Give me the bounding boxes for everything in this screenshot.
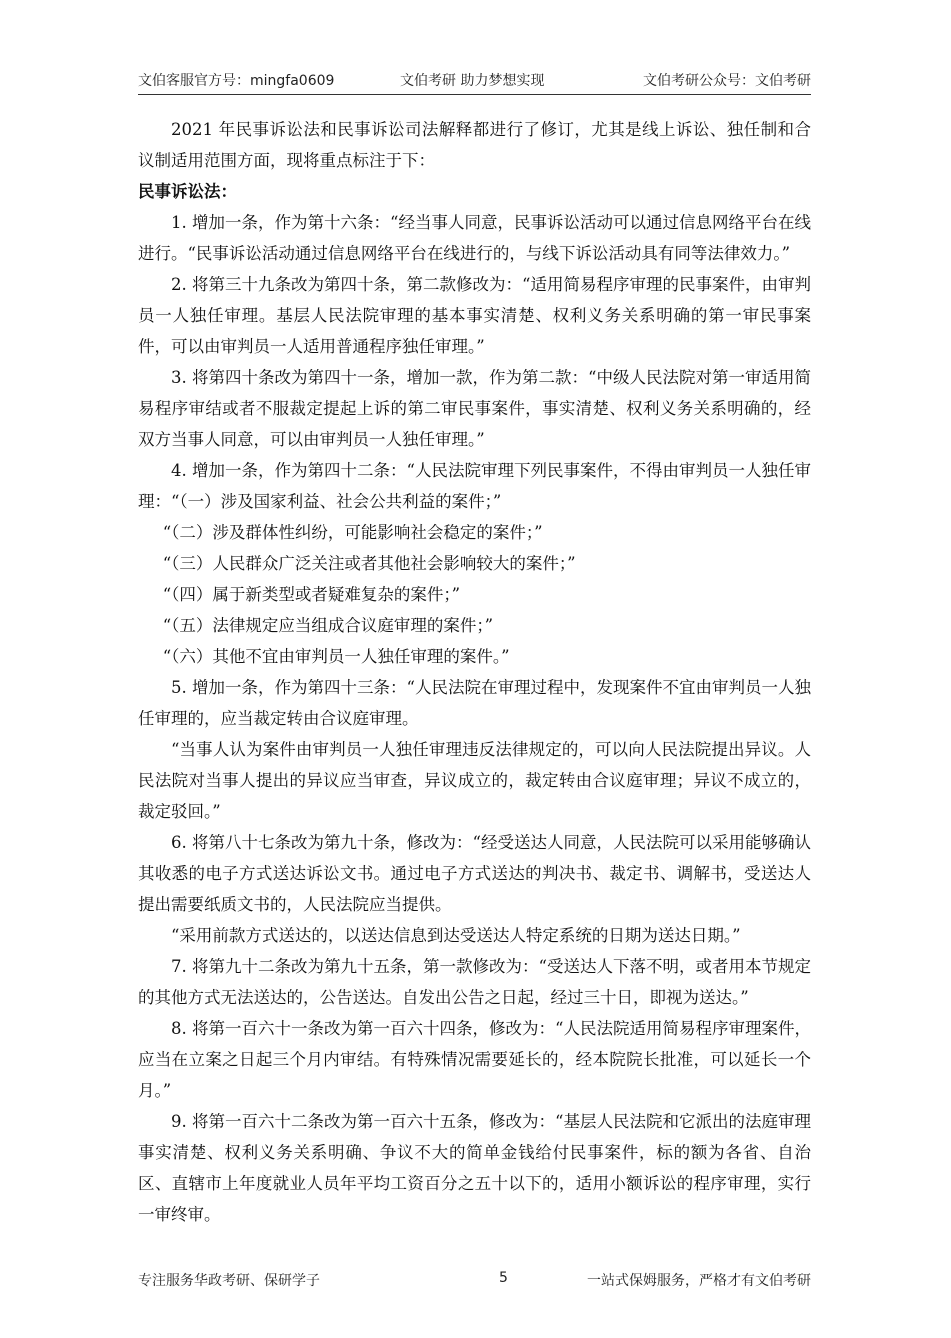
item-6-continuation: “采用前款方式送达的，以送达信息到达受送达人特定系统的日期为送达日期。” [171,926,741,945]
item-2: 2. 将第三十九条改为第四十条，第二款修改为：“适用简易程序审理的民事案件，由审判员一人独任审理。基层人民法院审理的基本事实清楚、权利义务关系明确的第一审民事案件，可以由审判员一人适用普通程序独任审理。” [138,275,811,356]
header-service-account: 文伯客服官方号：mingfa0609 [138,73,335,89]
document-body [138,114,811,1230]
page-number: 5 [499,1270,508,1286]
footer-slogan: 一站式保姆服务，严格才有文伯考研 [587,1273,811,1289]
item-4-sub-5: “（五）法律规定应当组成合议庭审理的案件；” [162,616,494,635]
item-1: 1. 增加一条，作为第十六条：“经当事人同意，民事诉讼活动可以通过信息网络平台在线进行。“民事诉讼活动通过信息网络平台在线进行的，与线下诉讼活动具有同等法律效力。” [138,213,811,263]
item-4: 4. 增加一条，作为第四十二条：“人民法院审理下列民事案件，不得由审判员一人独任审理：“（一）涉及国家利益、社会公共利益的案件；” [138,461,811,511]
item-6: 6. 将第八十七条改为第九十条，修改为：“经受送达人同意，人民法院可以采用能够确认其收悉的电子方式送达诉讼文书。通过电子方式送达的判决书、裁定书、调解书，受送达人提出需要纸质文书的，人民法院应当提供。 [138,833,811,914]
item-5: 5. 增加一条，作为第四十三条：“人民法院在审理过程中，发现案件不宜由审判员一人独任审理的，应当裁定转由合议庭审理。 [138,678,811,728]
page-footer [138,1270,811,1294]
header-slogan: 文伯考研 助力梦想实现 [400,73,545,89]
item-5-continuation: “当事人认为案件由审判员一人独任审理违反法律规定的，可以向人民法院提出异议。人民法院对当事人提出的异议应当审查，异议成立的，裁定转由合议庭审理；异议不成立的，裁定驳回。” [138,740,811,821]
item-4-sub-4: “（四）属于新类型或者疑难复杂的案件；” [162,585,461,604]
item-7: 7. 将第九十二条改为第九十五条，第一款修改为：“受送达人下落不明，或者用本节规定的其他方式无法送达的，公告送达。自发出公告之日起，经过三十日，即视为送达。” [138,957,811,1007]
item-3: 3. 将第四十条改为第四十一条，增加一款，作为第二款：“中级人民法院对第一审适用简易程序审结或者不服裁定提起上诉的第二审民事案件，事实清楚、权利义务关系明确的，经双方当事人同意，可以由审判员一人独任审理。” [138,368,811,449]
item-9: 9. 将第一百六十二条改为第一百六十五条，修改为：“基层人民法院和它派出的法庭审理事实清楚、权利义务关系明确、争议不大的简单金钱给付民事案件，标的额为各省、自治区、直辖市上年度就业人员年平均工资百分之五十以下的，适用小额诉讼的程序审理，实行一审终审。 [138,1112,811,1224]
header-public-account: 文伯考研公众号：文伯考研 [643,73,811,89]
item-8: 8. 将第一百六十一条改为第一百六十四条，修改为：“人民法院适用简易程序审理案件，应当在立案之日起三个月内审结。有特殊情况需要延长的，经本院院长批准，可以延长一个月。” [138,1019,811,1100]
section-title: 民事诉讼法： [138,182,237,201]
intro-paragraph: 2021 年民事诉讼法和民事诉讼司法解释都进行了修订，尤其是线上诉讼、独任制和合议制适用范围方面，现将重点标注于下： [138,120,811,170]
item-4-sub-3: “（三）人民群众广泛关注或者其他社会影响较大的案件；” [162,554,576,573]
footer-tagline: 专注服务华政考研、保研学子 [138,1273,320,1289]
item-4-sub-6: “（六）其他不宜由审判员一人独任审理的案件。” [162,647,510,666]
page-header [138,66,811,95]
item-4-sub-2: “（二）涉及群体性纠纷，可能影响社会稳定的案件；” [162,523,543,542]
